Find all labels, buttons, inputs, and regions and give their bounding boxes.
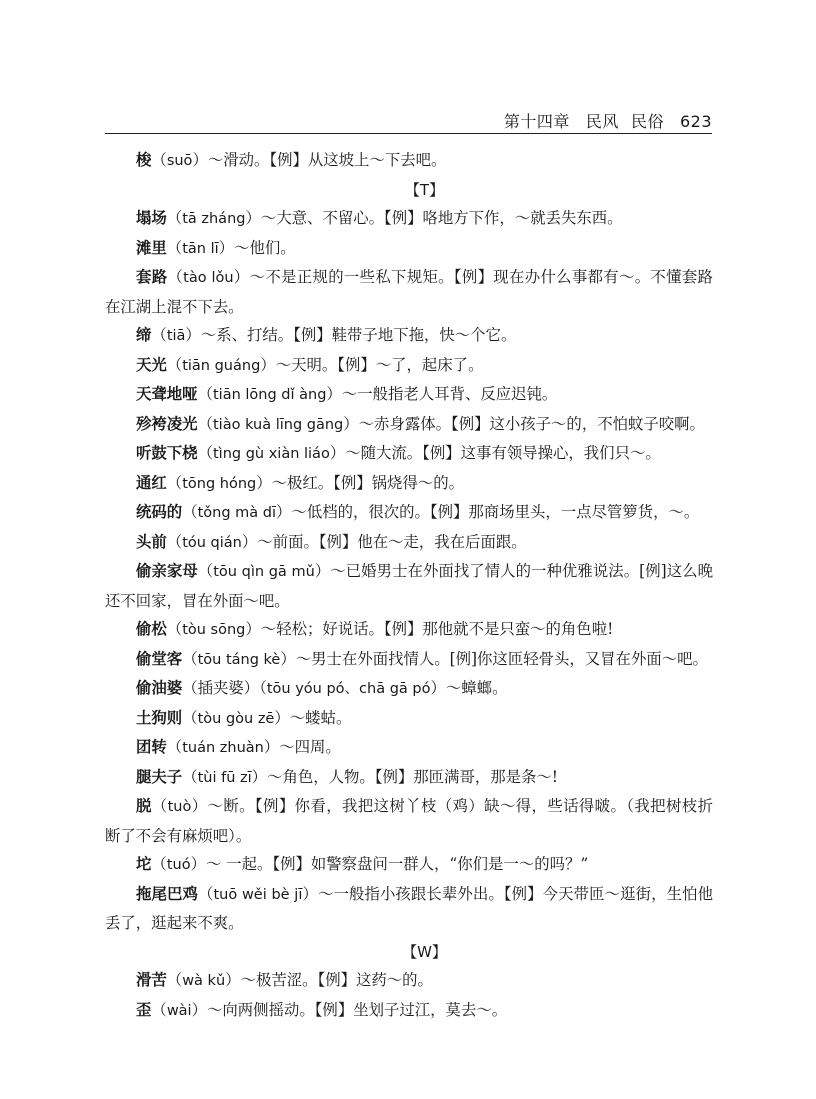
- entry-headword: 梭: [136, 151, 152, 169]
- paren-close: ）: [251, 767, 268, 786]
- entry-pinyin: tào lǒu: [183, 270, 234, 286]
- dictionary-entry: [105, 498, 713, 528]
- paren-close: ）: [191, 797, 208, 815]
- entry-definition: ～男士在外面找情人。[例]你这匝轻骨头，又冒在外面～吧。: [295, 649, 708, 668]
- dictionary-entry: [105, 410, 713, 440]
- dictionary-entry: [105, 645, 713, 675]
- dictionary-entry: [105, 528, 713, 558]
- dictionary-entry: [105, 321, 713, 351]
- entry-pinyin: tān lī: [182, 240, 219, 257]
- entry-group-s: [105, 146, 713, 176]
- entry-headword: 塌场: [136, 209, 167, 227]
- entry-pinyin: tǒng mà dī: [197, 505, 277, 521]
- paren-open: （: [167, 268, 184, 286]
- dictionary-entry: [105, 263, 713, 321]
- entry-definition: ～一般指小孩跟长辈外出。【例】今天带匝～逛街，生怕他丢了，逛起来不爽。: [105, 884, 713, 932]
- paren-open: （: [151, 151, 167, 169]
- dictionary-entry: [105, 763, 713, 793]
- entry-pinyin: suō: [166, 153, 193, 169]
- entry-definition: ～随大流。【例】这事有领导操心，我们只～。: [345, 444, 661, 462]
- paren-open: （: [259, 679, 267, 697]
- entry-group-w: [105, 966, 713, 1025]
- entry-definition: ～断。【例】你看，我把这树丫枝（鸡）缺～得，些话得啵。（我把树枝折断了不会有麻烦吧）。: [105, 797, 713, 845]
- dictionary-entry: [105, 850, 713, 880]
- entry-definition: ～蝼蛄。: [289, 708, 352, 727]
- entry-pinyin: tuó: [166, 857, 191, 873]
- paren-close: ）: [185, 326, 201, 344]
- entry-pinyin: tóu qián: [182, 534, 242, 551]
- paren-open: （: [197, 385, 213, 403]
- entry-definition: ～天明。【例】～了，起床了。: [275, 355, 484, 374]
- dictionary-entry: [105, 380, 713, 410]
- entry-headword: 天光: [136, 355, 167, 374]
- section-title-1: 民风: [585, 112, 619, 131]
- entry-definition: ～低档的，很次的。【例】那商场里头，一点尽管箩货，～。: [291, 503, 700, 521]
- entry-pinyin: tiān guáng: [182, 357, 261, 374]
- paren-open: （: [197, 562, 214, 580]
- entry-definition: ～系、打结。【例】鞋带子地下拖，快～个它。: [200, 326, 517, 344]
- entry-pinyin: wà kǔ: [182, 973, 226, 989]
- paren-open: （: [166, 209, 183, 227]
- entry-definition: ～他们。: [234, 238, 296, 257]
- entry-pinyin: tiào kuà līng gāng: [212, 416, 344, 433]
- paren-close: ）: [192, 151, 208, 169]
- paren-close: ）: [256, 473, 272, 492]
- entry-headword: 偷亲家母: [136, 562, 198, 580]
- entry-pinyin: wài: [166, 1002, 192, 1019]
- paren-close: ）: [191, 1000, 207, 1019]
- entry-definition: ～蟑螂。: [445, 679, 508, 697]
- running-head: [105, 109, 712, 132]
- section-title-2: 民俗: [630, 112, 664, 131]
- entry-definition: ～ 一起。【例】如警察盘问一群人，“你们是一～的吗？”: [205, 855, 589, 873]
- paren-close: ）: [314, 562, 331, 580]
- dictionary-entry: [105, 234, 713, 264]
- dictionary-entry: [105, 996, 713, 1026]
- entry-definition: ～大意、不留心。【例】咯地方下作，～就丢失东西。: [260, 209, 623, 227]
- paren-close: ）: [302, 884, 318, 903]
- entry-group-t: [105, 204, 713, 938]
- paren-close: ）: [245, 209, 261, 227]
- entry-pinyin: tòu sōng: [182, 622, 246, 638]
- paren-open: （: [166, 532, 183, 551]
- paren-close: ）: [274, 708, 290, 727]
- dictionary-entry: [105, 204, 713, 234]
- paren-open: （: [166, 355, 183, 374]
- chapter-title: 第十四章: [503, 112, 570, 131]
- paren-open: （: [182, 767, 198, 786]
- dictionary-entry: [105, 733, 713, 763]
- entry-headword: 脱: [136, 797, 152, 815]
- paren-close: ）: [241, 532, 258, 551]
- entry-pinyin: tōu qìn gā mǔ: [213, 564, 315, 580]
- entry-pinyin: tiā: [166, 328, 186, 344]
- page-number: 623: [679, 112, 712, 131]
- paren-close: ）: [190, 855, 206, 873]
- entry-definition: ～一般指老人耳背、反应迟钝。: [341, 385, 558, 403]
- paren-close: ）: [430, 679, 446, 697]
- page-body: [105, 146, 713, 1025]
- header-rule: [105, 133, 712, 134]
- entry-alias: （插夹婆）: [182, 679, 260, 697]
- entry-definition: ～四周。: [279, 738, 341, 756]
- entry-definition: ～赤身露体。【例】这小孩子～的，不怕蚊子咬啊。: [358, 414, 705, 433]
- paren-open: （: [182, 649, 198, 668]
- entry-pinyin: tuán zhuàn: [182, 740, 264, 756]
- entry-pinyin: tìng gù xiàn liáo: [212, 446, 330, 462]
- paren-close: ）: [225, 971, 241, 989]
- paren-open: （: [166, 620, 183, 638]
- entry-headword: 听鼓下桡: [136, 444, 198, 462]
- paren-close: ）: [263, 738, 280, 756]
- entry-headword: 天聋地哑: [136, 385, 198, 403]
- dictionary-entry: [105, 792, 713, 850]
- paren-open: （: [182, 708, 198, 727]
- entry-headword: 腿夫子: [136, 767, 183, 786]
- entry-definition: ～角色，人物。【例】那匝满哥，那是条～!: [267, 767, 558, 786]
- entry-definition: ～前面。【例】他在～走，我在后面跟。: [257, 532, 527, 551]
- entry-headword: 偷油婆: [136, 679, 183, 697]
- entry-headword: 坨: [136, 855, 152, 873]
- paren-open: （: [166, 473, 183, 492]
- entry-headword: 通红: [136, 473, 167, 492]
- entry-pinyin: tōng hóng: [182, 475, 257, 492]
- entry-pinyin: tōu yóu pó、chā gā pó: [266, 681, 431, 697]
- entry-headword: 偷堂客: [136, 649, 183, 668]
- dictionary-entry: [105, 704, 713, 734]
- entry-definition: ～极苦涩。【例】这药～的。: [240, 971, 433, 989]
- entry-pinyin: tuò: [167, 799, 192, 815]
- paren-close: ）: [245, 620, 261, 638]
- paren-open: （: [166, 738, 183, 756]
- entry-definition: ～向两侧摇动。【例】坐划子过江，莫去～。: [207, 1000, 508, 1019]
- entry-headword: 滩里: [136, 238, 167, 257]
- paren-close: ）: [260, 355, 276, 374]
- paren-close: ）: [343, 414, 359, 433]
- dictionary-entry: [105, 615, 713, 645]
- entry-headword: 殄袴凌光: [136, 414, 198, 433]
- paren-open: （: [166, 971, 183, 989]
- paren-open: （: [197, 414, 213, 433]
- dictionary-entry: [105, 146, 713, 176]
- entry-headword: 统码的: [136, 503, 183, 521]
- dictionary-entry: [105, 439, 713, 469]
- paren-close: ）: [280, 649, 296, 668]
- entry-definition: ～极红。【例】锅烧得～的。: [271, 473, 465, 492]
- entry-definition: ～不是正规的一些私下规矩。【例】现在办什么事都有～。不懂套路在江湖上混不下去。: [105, 268, 713, 316]
- paren-close: ）: [329, 444, 346, 462]
- paren-open: （: [151, 326, 167, 344]
- dictionary-entry: [105, 351, 713, 381]
- paren-open: （: [182, 503, 198, 521]
- entry-pinyin: tiān lōng dǐ àng: [212, 387, 327, 403]
- entry-pinyin: tuō wěi bè jī: [213, 886, 303, 903]
- paren-close: ）: [276, 503, 292, 521]
- entry-definition: ～滑动。【例】从这坡上～下去吧。: [207, 151, 447, 169]
- dictionary-entry: [105, 469, 713, 499]
- paren-open: （: [151, 797, 168, 815]
- entry-pinyin: tòu gòu zē: [197, 710, 275, 727]
- paren-close: ）: [218, 238, 235, 257]
- entry-pinyin: tùi fū zī: [197, 769, 252, 786]
- dictionary-entry: [105, 557, 713, 615]
- entry-headword: 歪: [136, 1000, 152, 1019]
- entry-headword: 偷松: [136, 620, 167, 638]
- section-heading-w: 【W】: [402, 942, 447, 961]
- entry-definition: ～轻松；好说话。【例】那他就不是只蛮～的角色啦!: [260, 620, 614, 638]
- entry-headword: 套路: [136, 268, 168, 286]
- paren-open: （: [151, 855, 167, 873]
- paren-open: （: [151, 1000, 167, 1019]
- entry-headword: 团转: [136, 738, 167, 756]
- entry-headword: 滑苦: [136, 971, 167, 989]
- dictionary-entry: [105, 880, 713, 938]
- entry-pinyin: tōu táng kè: [197, 651, 281, 668]
- dictionary-entry: [105, 966, 713, 996]
- paren-open: （: [197, 444, 213, 462]
- paren-close: ）: [326, 385, 342, 403]
- section-heading-t: 【T】: [404, 180, 445, 199]
- entry-definition: ～已婚男士在外面找了情人的一种优雅说法。[例]这么晚还不回家，冒在外面～吧。: [105, 562, 713, 610]
- entry-headword: 土狗则: [136, 708, 183, 727]
- paren-open: （: [166, 238, 183, 257]
- paren-open: （: [197, 884, 214, 903]
- entry-headword: 缔: [136, 326, 152, 344]
- entry-headword: 头前: [136, 532, 167, 551]
- entry-pinyin: tā zháng: [182, 211, 246, 227]
- paren-close: ）: [233, 268, 250, 286]
- dictionary-entry: [105, 674, 713, 704]
- entry-headword: 拖尾巴鸡: [136, 884, 198, 903]
